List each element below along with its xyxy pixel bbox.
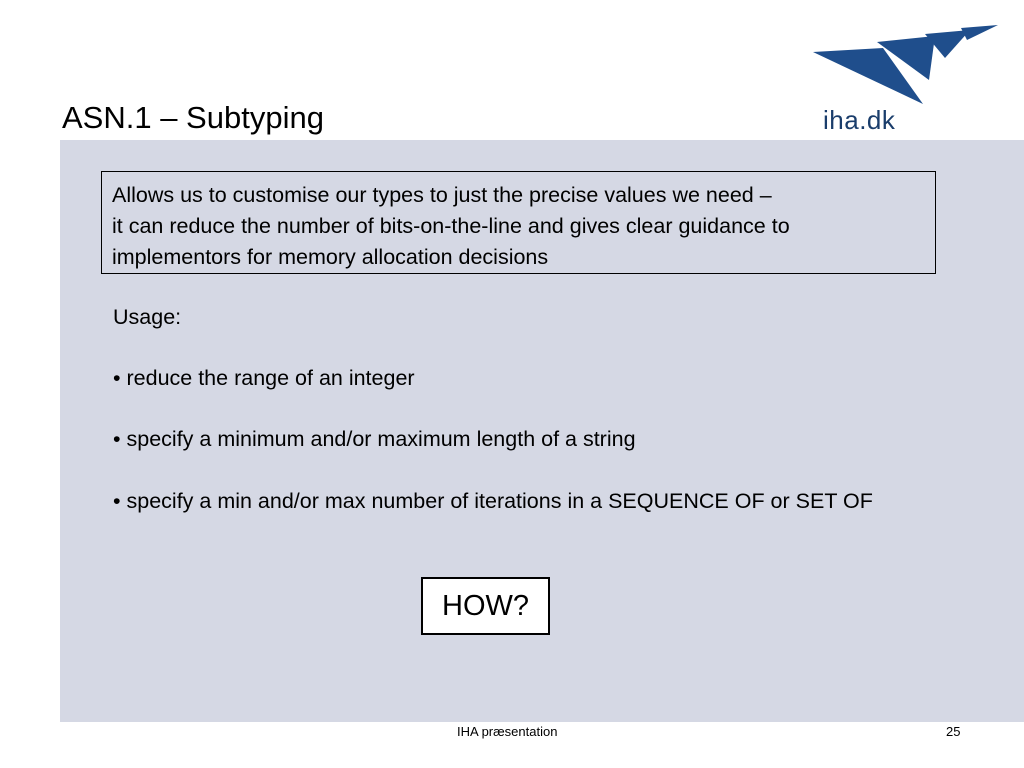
slide-title: ASN.1 – Subtyping	[62, 100, 324, 135]
page-number: 25	[946, 724, 961, 739]
footer-label: IHA præsentation	[457, 724, 558, 739]
intro-box	[101, 171, 936, 274]
bullet-item: • specify a minimum and/or maximum length of a string	[113, 427, 636, 451]
intro-line: Allows us to customise our types to just the precise values we need –	[112, 183, 772, 207]
how-box: HOW?	[421, 577, 550, 635]
usage-heading: Usage:	[113, 305, 182, 329]
iha-logo	[805, 18, 1010, 136]
bullet-item: • specify a min and/or max number of iterations in a SEQUENCE OF or SET OF	[113, 489, 873, 513]
intro-line: implementors for memory allocation decisions	[112, 245, 549, 269]
iha-wing-icon	[805, 18, 1010, 108]
bullet-item: • reduce the range of an integer	[113, 366, 415, 390]
logo-text: iha.dk	[823, 105, 896, 135]
intro-line: it can reduce the number of bits-on-the-line and gives clear guidance to	[112, 214, 790, 238]
